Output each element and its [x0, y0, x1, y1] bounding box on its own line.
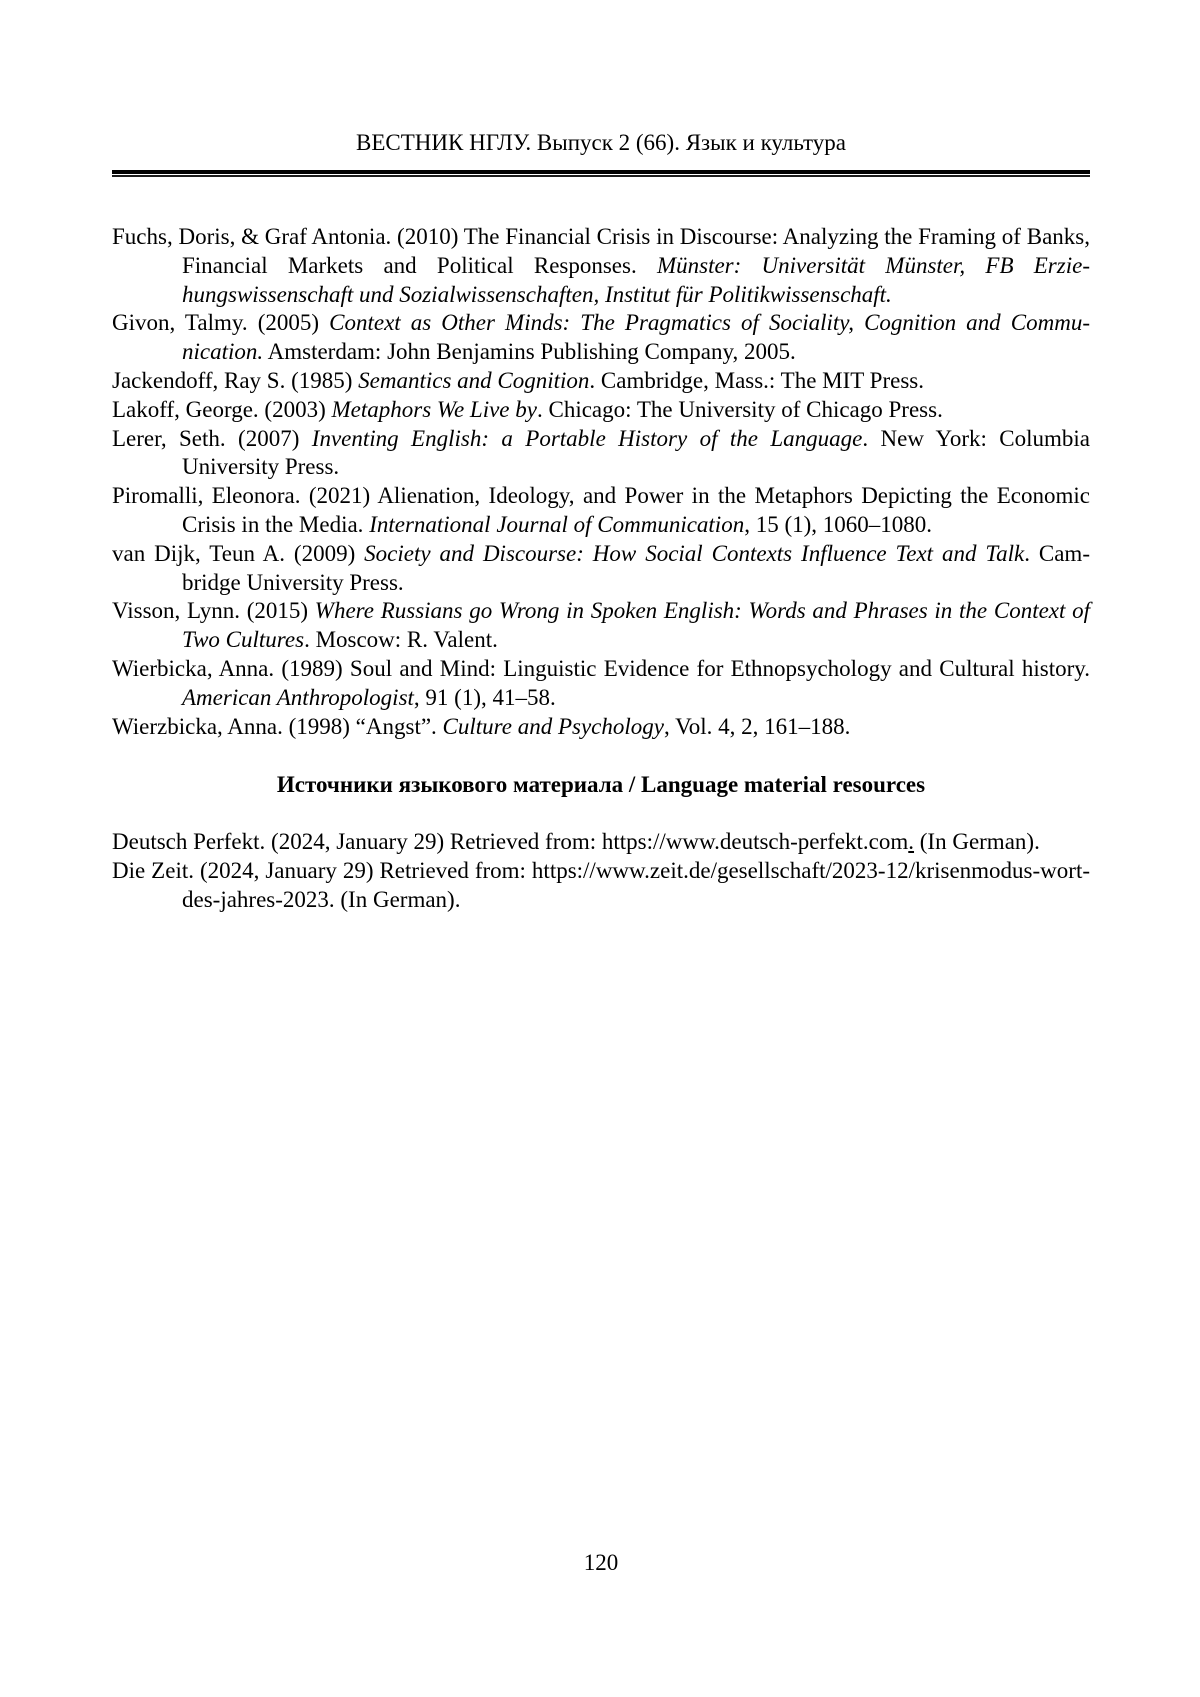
- text-run: , 15 (1), 1060–1080.: [744, 511, 933, 537]
- text-run: Lakoff, George. (2003): [112, 396, 332, 422]
- text-run: Wierzbicka, Anna. (1998) “Angst”.: [112, 713, 443, 739]
- text-run: . Chicago: The University of Chicago Press.: [536, 396, 943, 422]
- source-item: [112, 857, 1090, 915]
- text-run: Die Zeit. (2024, January 29) Retrieved from: https://www.zeit.de/gesellschaft/2023-12/krisenmodus-wort-des-jahres-2023. (In German).: [112, 858, 1090, 912]
- reference-item: [112, 396, 1090, 425]
- reference-item: [112, 309, 1090, 367]
- text-run: Society and Discourse: How Social Contexts Influence Text and Talk: [364, 540, 1025, 566]
- text-run: Culture and Psychology: [442, 713, 664, 739]
- text-run: International Journal of Communication: [369, 511, 745, 537]
- reference-item: [112, 540, 1090, 598]
- page-number: 120: [583, 1550, 619, 1575]
- text-run: Fuchs, Doris, & Graf Antonia. (2010) The Financial Crisis in Discourse: Analyzing the Framing of Banks, Financial Markets and Political Responses.: [112, 224, 1090, 278]
- text-run: Where Russians go Wrong in Spoken English: Words and Phrases in the Context of Two Cultures: [182, 598, 1090, 653]
- reference-item: [112, 367, 1090, 396]
- text-run: . Moscow: R. Valent.: [304, 627, 498, 653]
- text-run: Deutsch Perfekt. (2024, January 29) Retrieved from: https://www.deutsch-perfekt.com: [112, 829, 909, 855]
- sources-heading: Источники языкового материала / Language material resources: [276, 772, 926, 798]
- text-run: Givon, Talmy. (2005): [112, 310, 330, 336]
- text-run: Context as Other Minds: The Pragmatics of Sociality, Cognition and Communication.: [182, 310, 1090, 365]
- text-run: .: [908, 829, 915, 855]
- text-run: American Anthropologist: [182, 684, 414, 710]
- reference-item: [112, 223, 1090, 309]
- header-rule: [112, 170, 1090, 177]
- text-run: Piromalli, Eleonora. (2021) Alienation, Ideology, and Power in the Metaphors Depicting the Economic Crisis in the Media.: [112, 483, 1090, 537]
- text-run: Wierbicka, Anna. (1989) Soul and Mind: Linguistic Evidence for Ethnopsychology and Cultural history.: [112, 655, 1090, 681]
- text-run: Amsterdam: John Benjamins Publishing Company, 2005.: [263, 339, 796, 365]
- text-run: , 91 (1), 41–58.: [413, 684, 556, 710]
- references-list: [112, 223, 1090, 741]
- text-run: Lerer, Seth. (2007): [112, 425, 312, 451]
- journal-header: ВЕСТНИК НГЛУ. Выпуск 2 (66). Язык и культура: [356, 130, 846, 155]
- reference-item: [112, 655, 1090, 713]
- reference-item: [112, 482, 1090, 540]
- text-run: , Vol. 4, 2, 161–188.: [664, 713, 851, 739]
- text-run: Münster: Universität Münster, FB Erziehungswissenschaft und Sozialwissenschaften, Institut für Politikwissenschaft.: [182, 252, 1090, 307]
- source-item: [112, 828, 1090, 857]
- text-run: Semantics and Cognition: [358, 367, 590, 393]
- sources-list: [112, 828, 1090, 914]
- text-run: Jackendoff, Ray S. (1985): [112, 367, 359, 393]
- text-run: . Cambridge, Mass.: The MIT Press.: [589, 367, 924, 393]
- page-content: [112, 0, 1090, 915]
- text-run: Inventing English: a Portable History of the Language: [311, 425, 863, 451]
- text-run: van Dijk, Teun A. (2009): [112, 540, 365, 566]
- reference-item: [112, 597, 1090, 655]
- text-run: Visson, Lynn. (2015): [112, 598, 315, 624]
- text-run: . New York: Columbia University Press.: [182, 425, 1090, 480]
- text-run: . Cambridge University Press.: [182, 540, 1090, 595]
- reference-item: [112, 425, 1090, 483]
- text-run: (In German).: [914, 829, 1040, 855]
- reference-item: [112, 713, 1090, 742]
- text-run: Metaphors We Live by: [331, 396, 537, 422]
